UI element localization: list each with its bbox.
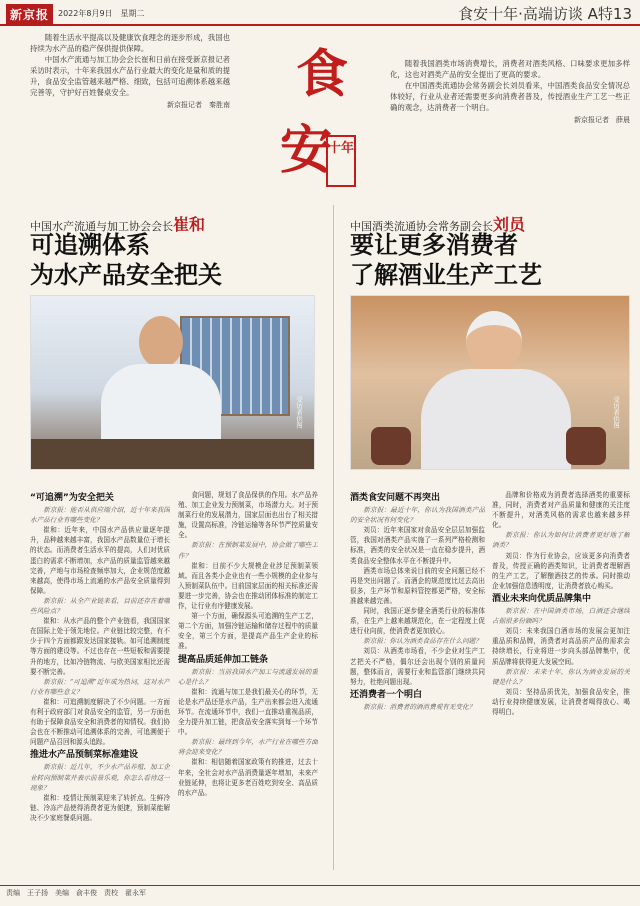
question: 新京报：你认为酒类食品存在什么问题？ xyxy=(363,637,482,646)
left-photo-credit: 受访者供图 xyxy=(295,396,303,429)
left-headline-line2: 为水产品安全把关 xyxy=(30,260,222,289)
right-photo-credit: 受访者供图 xyxy=(612,396,620,429)
intro-right xyxy=(390,58,630,126)
intro-right-byline: 新京报记者 薛晨 xyxy=(574,116,630,124)
answer: 刘员：坚持品质优先，加强食品安全，推动行业持续健康发展，让消费者喝得放心、喝得明白。 xyxy=(492,687,630,716)
person-figure xyxy=(421,311,571,470)
right-headline-line2: 了解酒业生产工艺 xyxy=(350,260,542,289)
left-column-2 xyxy=(178,490,318,870)
intro-right-p1: 随着我国酒类市场消费增长，消费者对酒类风格、口味要求更加多样化，这也对酒类产品的安全提出了更高的要求。 xyxy=(390,59,630,79)
paragraph: 品牌和价格成为消费者选择酒类的重要标准，同时，消费者对产品质量和健康的关注度不断提升，对酒类风格的需求也越来越多样化。 xyxy=(492,491,630,530)
question: 新京报：“可追溯”近年成为热词，这对水产行业有哪些意义？ xyxy=(30,677,170,696)
section-heading: 还消费者一个明白 xyxy=(350,689,423,700)
question: 新京报：消费者的酒消费观有无变化？ xyxy=(363,702,476,711)
section-heading: 酒类食安问题不再突出 xyxy=(350,493,441,503)
right-portrait-photo xyxy=(350,295,630,470)
question: 新京报：最近十年，你认为我国酒类产品的安全状况有何变化？ xyxy=(350,506,485,525)
question: 新京报：你认为如何让消费者更好地了解酒类？ xyxy=(492,531,630,550)
left-headline xyxy=(30,230,222,290)
intro-left xyxy=(30,32,230,111)
question: 新京报：未来十年，你认为酒业发展的关键是什么？ xyxy=(492,667,630,686)
wine-jar-graphic xyxy=(371,427,411,465)
answer: 刘员：近年来国家对食品安全层层加强监管，我国对酒类产品实施了一系列严格检测和标准，酒类的安全状况是一直在稳步提升，酒类食品安全整体水平在不断提升中。 xyxy=(350,526,485,565)
wine-jar-graphic xyxy=(566,427,606,465)
brand-char-2: 安 xyxy=(280,120,333,181)
column-divider xyxy=(333,205,334,870)
right-subtitle-text: 中国酒类流通协会常务副会长 xyxy=(350,220,493,233)
answer: 崔和：目前不少大规模企业涉足预制菜领域。而且各类小企业也有一些小规模的企业参与入预制菜队伍中。目前国家层面的相关标准还需要进一步完善，协会也在推动团体标准的制定工作，让行业有序健康发展。 xyxy=(178,561,318,611)
answer: 崔和：近年来，中国水产品供应量逐年提升，品种越来越丰富，我国水产品数量位于增长的状态。而消费者生活水平的提高，人们对优质蛋白的需求不断增加，水产品的质量监管越来越完善，产地与市场检查频率加大，企业规范度越来越高，使得市场上流通的水产品安全质量得到保障。 xyxy=(30,526,170,595)
feature-brand-logo xyxy=(278,30,364,200)
answer: 崔和：相信随着国家政策有的推进，过去十年来，全社会对水产品消费量逐年增加，未来产业链延伸，也将让更多老百姓吃到安全、高品质的水产品。 xyxy=(178,758,318,797)
footer-rule xyxy=(0,885,640,886)
person-head xyxy=(466,311,522,373)
intro-left-p1: 随着生活水平提高以及健康饮食理念的逐步形成，我国也持续为水产品的稳产保供提供保障。 xyxy=(30,33,230,53)
question: 新京报：在预制菜发展中，协会做了哪些工作？ xyxy=(178,541,318,560)
person-body xyxy=(421,369,571,470)
question: 新京报：最终到今年，水产行业在哪些方面将会迎来变化？ xyxy=(178,738,318,757)
masthead xyxy=(0,0,640,26)
section-heading: 推进水产品预制菜标准建设 xyxy=(30,750,139,761)
question: 新京报：近几年，不少水产品养殖、加工企业转向预制菜并表示前景乐观，你怎么看待这一现象？ xyxy=(30,763,170,792)
section-heading: 提高品质延伸加工链条 xyxy=(178,654,269,665)
paragraph: 第一个方面，确保源头可追溯的生产工艺，第二个方面，加强冷链运输和储存过程中的质量安全，第三个方面，是提高产品生产企业的标准。 xyxy=(178,612,318,651)
answer: 刘员：未来我国白酒市场的发展会更加注重品质和品牌，消费者对高品质产品的需求会持续增长，行业将进一步向头部品牌集中，优质品牌将获得更大发展空间。 xyxy=(492,627,630,666)
brand-seal: 十年 xyxy=(326,135,356,187)
intro-left-p2: 中国水产流通与加工协会会长崔和日前在接受新京报记者采访时表示，十年来我国水产品行业最大的变化是量和质的提升，食品安全监管越来越严格、细致，包括可追溯体系越来越完善等，守护好百姓餐桌安全。 xyxy=(30,55,230,97)
section-title: 食安十年·高端访谈 A特13 xyxy=(458,5,632,23)
question: 新京报：当前我国水产加工与流通发展的重心是什么？ xyxy=(178,667,318,686)
left-subtitle-text: 中国水产流通与加工协会会长 xyxy=(30,220,173,233)
desk-graphic xyxy=(31,439,314,469)
newspaper-logo: 新京报 xyxy=(6,4,53,25)
left-portrait-photo xyxy=(30,295,315,470)
answer: 崔和：可追溯制度解决了不少问题。一方面有利于政府部门对食品安全的监管，另一方面也有助于保障食品安全和消费者的知情权。我们协会也在不断推动可追溯体系的完善，可追溯便于问题产品召回和源头追踪。 xyxy=(30,697,170,747)
answer: 崔和：流通与加工是我们最关心的环节，无论是水产品还是水产品，生产出来都会进入流通环节。在流通环节中，我们一直推动重视品质，全力提升加工链，把食品安全落实到每一个环节中。 xyxy=(178,687,318,737)
editor-credits: 责编 王子扬 美编 俞丰俊 责校 翟永军 xyxy=(6,889,146,897)
paragraph: 酒类市场总体来说目前的安全问题已经不再是突出问题了。而酒企的规范度比过去高出很多，生产环节和原料管控都更严格，安全标准越来越完善。 xyxy=(350,566,485,605)
left-column-1 xyxy=(30,490,170,870)
right-column-1 xyxy=(350,490,485,870)
question: 新京报：在中国酒类市场，白酒还会继续占据很多份额吗？ xyxy=(492,607,630,626)
answer: 刘员：作为行业协会，应该更多向消费者普及，传授正确的酒类知识，让消费者理解酒的生产工艺，了解酿酒技艺的传承。同时推动企业加强信息透明度，让消费者放心购买。 xyxy=(492,551,630,590)
left-headline-line1: 可追溯体系 xyxy=(30,230,150,259)
intro-right-p2: 在中国酒类流通协会常务副会长刘员看来，中国酒类食品安全情况总体较好，行业从业者还需要更多向消费者普及，传授酒业生产工艺一些正确的观念，达消费者一个明白。 xyxy=(390,81,630,112)
brand-char-1: 食 xyxy=(296,44,349,105)
question: 新京报：能否从供应端介绍，近十年来我国水产品行业有哪些变化？ xyxy=(30,506,170,525)
right-headline xyxy=(350,230,542,290)
right-headline-line1: 要让更多消费者 xyxy=(350,230,518,259)
answer: 崔和：从水产品的整个产业链看，我国国家在国际上处于领先地位。产业链比较完整，有不少于四个方面都跟发达国家接轨。如可追溯制度等方面的建设等。不过也存在一些短板和需要提升的地方，比如冷链物流、与欧美国家相比还需要不断完善。 xyxy=(30,617,170,676)
question: 新京报：从全产业链来看，目前还存在着哪些风险点？ xyxy=(30,596,170,616)
issue-date: 2022年8月9日 星期二 xyxy=(58,9,145,18)
section-heading: 酒业未来向优质品牌集中 xyxy=(492,593,592,604)
intro-left-byline: 新京报记者 秦胜南 xyxy=(167,101,230,109)
right-interviewee-name: 刘员 xyxy=(493,215,526,234)
answer: 刘员：从酒类市场看，不少企业对生产工艺把关不严格，偶尔还会出现个别的质量问题，整体而言，需要行业和监管部门继续共同努力，杜绝问题出现。 xyxy=(350,647,485,686)
paragraph: 食问题，规划了食品保供的作用。水产品养殖、加工企业发力预制菜，市场潜力大。对于预制菜行业的发展潜力，国家层面也出台了相关措施，设置高标准，冷链运输等各环节严控质量安全。 xyxy=(178,491,318,540)
right-column-2 xyxy=(492,490,630,870)
section-heading: “可追溯”为安全把关 xyxy=(30,493,114,503)
paragraph: 同时，我国正逐步健全酒类行业的标准体系，在生产上越来越规范化，在一定程度上促进行业向前，使消费者更加放心。 xyxy=(350,607,485,636)
left-interviewee-name: 崔和 xyxy=(173,215,206,234)
answer: 崔和：疫情让预制菜迎来了转折点。生鲜冷链、冷冻产品使得消费者更为便捷，预制菜能解决不少家庭餐桌问题。 xyxy=(30,793,170,822)
person-head xyxy=(139,316,183,368)
